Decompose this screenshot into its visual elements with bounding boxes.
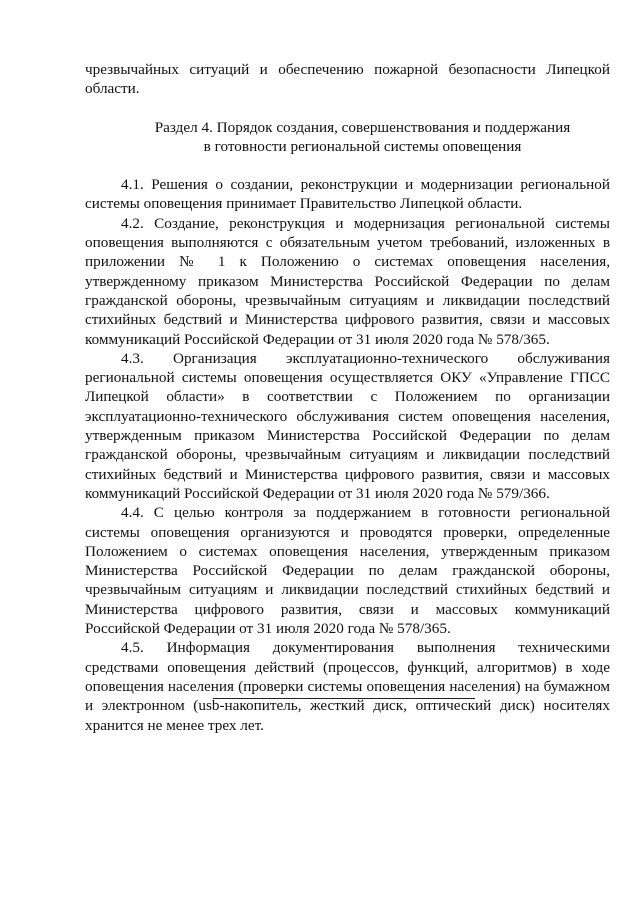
section-heading-line-2: в готовности региональной системы оповещения <box>203 137 522 155</box>
lead-paragraph: чрезвычайных ситуаций и обеспечению пожарной безопасности Липецкой области. <box>85 61 610 98</box>
section-heading <box>85 118 610 157</box>
paragraph-4-3: 4.3. Организация эксплуатационно-технического обслуживания региональной системы оповещения осуществляется ОКУ «Управление ГПСС Липецкой области» в соответствии с Положением по организации эксплуатационно-технического обслуживания систем оповещения населения, утвержденным приказом Министерства Российской Федерации по делам гражданской обороны, чрезвычайным ситуациям и ликвидации последствий стихийных бедствий и Министерства цифрового развития, связи и массовых коммуникаций Российской Федерации от 31 июля 2020 года № 579/366. <box>85 349 610 502</box>
paragraph-4-1: 4.1. Решения о создании, реконструкции и модернизации региональной системы оповещения принимает Правительство Липецкой области. <box>85 176 610 213</box>
paragraph-4-4: 4.4. С целью контроля за поддержанием в готовности региональной системы оповещения организуются и проводятся проверки, определенные Положением о системах оповещения населения, утвержденным приказом Министерства Российской Федерации по делам гражданской обороны, чрезвычайным ситуациям и ликвидации последствий стихийных бедствий и Министерства цифрового развития, связи и массовых коммуникаций Российской Федерации от 31 июля 2020 года № 578/365. <box>85 504 610 638</box>
end-rule <box>213 698 475 699</box>
document-page <box>85 60 610 735</box>
paragraph-4-5: 4.5. Информация документирования выполнения техническими средствами оповещения действий (процессов, функций, алгоритмов) в ходе оповещения населения (проверки системы оповещения населения) на бумажном и электронном (usb-накопитель, жесткий диск, оптический диск) носителях хранится не менее трех лет. <box>85 639 610 734</box>
paragraph-4-2: 4.2. Создание, реконструкция и модернизация региональной системы оповещения выполняются с обязательным учетом требований, изложенных в приложении № 1 к Положению о системах оповещения населения, утвержденному приказом Министерства Российской Федерации по делам гражданской обороны, чрезвычайным ситуациям и ликвидации последствий стихийных бедствий и Министерства цифрового развития, связи и массовых коммуникаций Российской Федерации от 31 июля 2020 года № 578/365. <box>85 214 610 348</box>
section-heading-line-1: Раздел 4. Порядок создания, совершенствования и поддержания <box>154 118 571 136</box>
